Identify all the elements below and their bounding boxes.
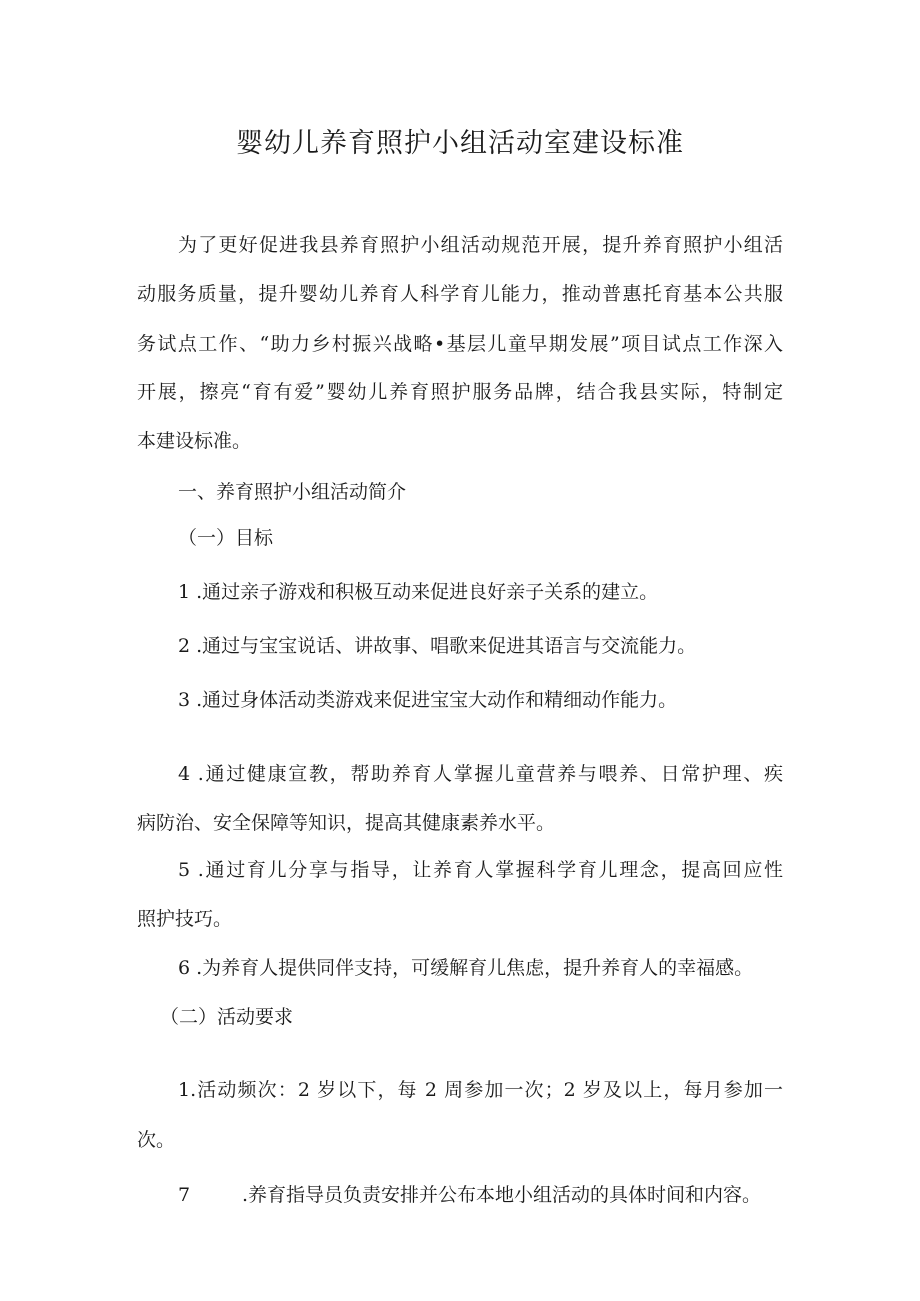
intro-line-2: 动服务质量，提升婴幼儿养育人科学育儿能力，推动普惠托育基本公共服: [137, 283, 783, 305]
requirement-item-1-line-1: 1.活动频次：2 岁以下，每 2 周参加一次；2 岁及以上，每月参加一: [178, 1079, 783, 1101]
requirement-item-2-text: .养育指导员负责安排并公布本地小组活动的具体时间和内容。: [242, 1184, 762, 1206]
goal-item-6: 6 .为养育人提供同伴支持，可缓解育儿焦虑，提升养育人的幸福感。: [178, 957, 754, 979]
goal-item-3: 3 .通过身体活动类游戏来促进宝宝大动作和精细动作能力。: [178, 689, 678, 711]
goal-item-2: 2 .通过与宝宝说话、讲故事、唱歌来促进其语言与交流能力。: [178, 635, 697, 657]
intro-line-5: 本建设标准。: [137, 430, 252, 452]
subsection-heading-goals: （一）目标: [178, 527, 274, 549]
goal-item-4-line-2: 病防治、安全保障等知识，提高其健康素养水平。: [137, 812, 556, 834]
section-heading-1: 一、养育照护小组活动简介: [178, 481, 407, 503]
requirement-item-1-line-2: 次。: [137, 1129, 176, 1151]
goal-item-5-line-1: 5 .通过育儿分享与指导，让养育人掌握科学育儿理念，提高回应性: [178, 859, 783, 881]
subsection-heading-requirements: （二）活动要求: [160, 1006, 294, 1028]
intro-line-3: 务试点工作、“助力乡村振兴战略•基层儿童早期发展”项目试点工作深入: [137, 333, 783, 355]
intro-line-1: 为了更好促进我县养育照护小组活动规范开展，提升养育照护小组活: [178, 234, 783, 256]
goal-item-1: 1 .通过亲子游戏和积极互动来促进良好亲子关系的建立。: [178, 581, 659, 603]
goal-item-5-line-2: 照护技巧。: [137, 908, 233, 930]
goal-item-4-line-1: 4 .通过健康宣教，帮助养育人掌握儿童营养与喂养、日常护理、疾: [178, 763, 783, 785]
requirement-item-2-number: 7: [178, 1184, 191, 1206]
document-title: 婴幼儿养育照护小组活动室建设标准: [236, 128, 684, 159]
intro-line-4: 开展，擦亮“育有爱”婴幼儿养育照护服务品牌，结合我县实际，特制定: [137, 381, 783, 403]
